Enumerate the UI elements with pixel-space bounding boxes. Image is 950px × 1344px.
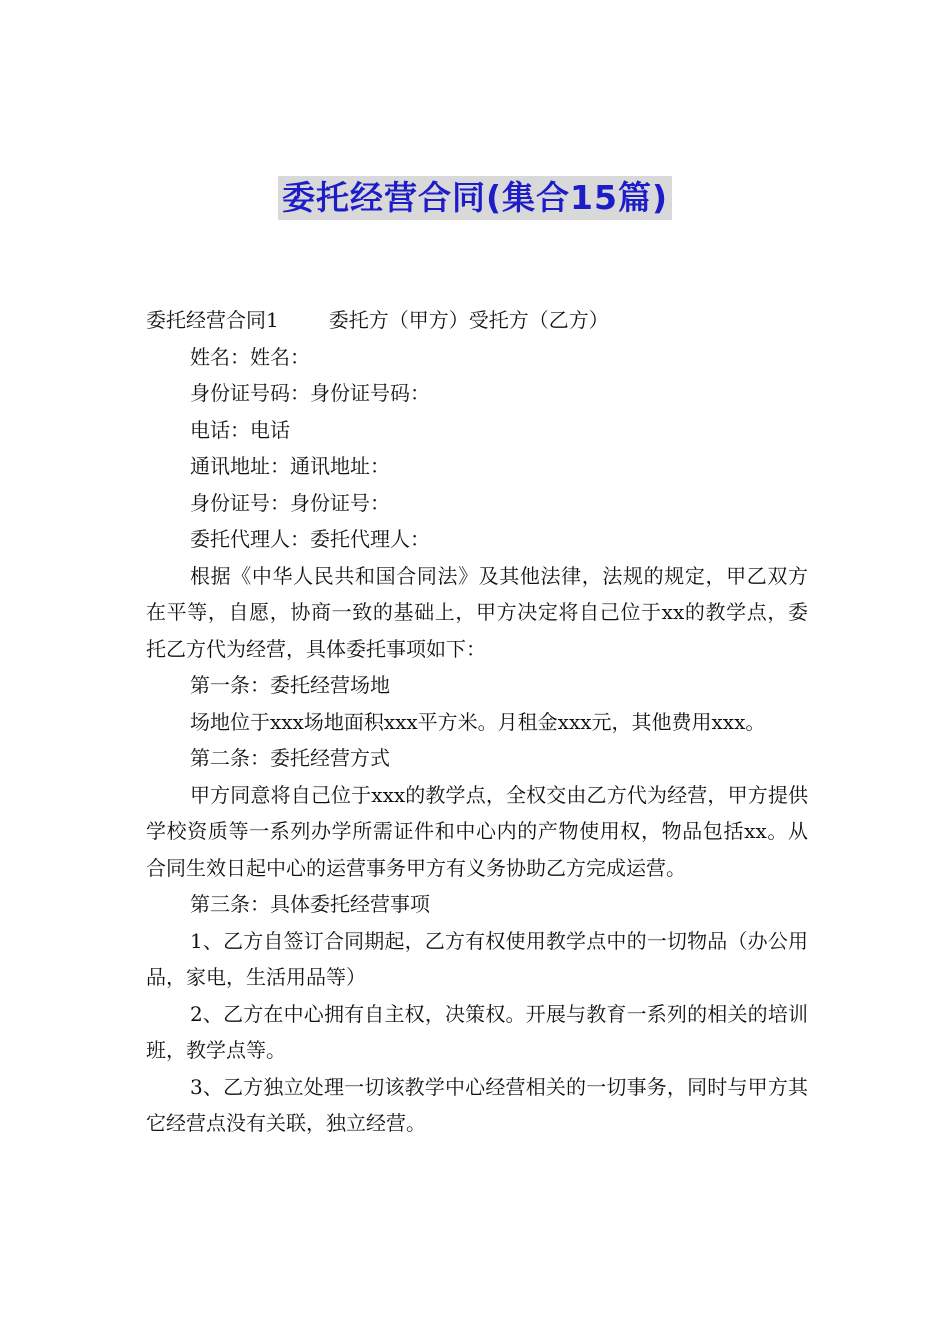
article3-item1: 1、乙方自签订合同期起，乙方有权使用教学点中的一切物品（办公用品，家电，生活用品等） xyxy=(146,928,808,989)
title-container xyxy=(0,176,950,220)
field-address: 通讯地址：通讯地址： xyxy=(190,454,390,478)
field-id-number: 身份证号码：身份证号码： xyxy=(190,381,430,405)
field-id: 身份证号：身份证号： xyxy=(190,490,390,515)
article2-text: 甲方同意将自己位于xxx的教学点，全权交由乙方代为经营，甲方提供学校资质等一系列办学所需证件和中心内的产物使用权，物品包括xx。从合同生效日起中心的运营事务甲方有义务协助乙方完成运营。 xyxy=(146,782,808,880)
article3-item3: 3、乙方独立处理一切该教学中心经营相关的一切事务，同时与甲方其它经营点没有关联，独立经营。 xyxy=(146,1074,808,1135)
document-title: 委托经营合同(集合15篇) xyxy=(278,176,672,220)
article2-title: 第二条：委托经营方式 xyxy=(190,746,390,770)
article1-title: 第一条：委托经营场地 xyxy=(190,673,390,697)
field-phone: 电话：电话 xyxy=(190,417,290,442)
contract-heading xyxy=(146,302,808,339)
field-name: 姓名：姓名： xyxy=(190,344,310,369)
contract-number: 委托经营合同1 xyxy=(146,308,279,332)
document-body xyxy=(146,302,808,1142)
field-agent: 委托代理人：委托代理人： xyxy=(190,527,430,551)
article3-item2: 2、乙方在中心拥有自主权，决策权。开展与教育一系列的相关的培训班，教学点等。 xyxy=(146,1001,808,1062)
intro-paragraph: 根据《中华人民共和国合同法》及其他法律，法规的规定，甲乙双方在平等，自愿，协商一致的基础上，甲方决定将自己位于xx的教学点，委托乙方代为经营，具体委托事项如下： xyxy=(146,563,808,661)
article3-title: 第三条：具体委托经营事项 xyxy=(190,892,430,916)
parties-heading: 委托方（甲方）受托方（乙方） xyxy=(328,308,609,332)
article1-text: 场地位于xxx场地面积xxx平方米。月租金xxx元，其他费用xxx。 xyxy=(190,709,766,734)
